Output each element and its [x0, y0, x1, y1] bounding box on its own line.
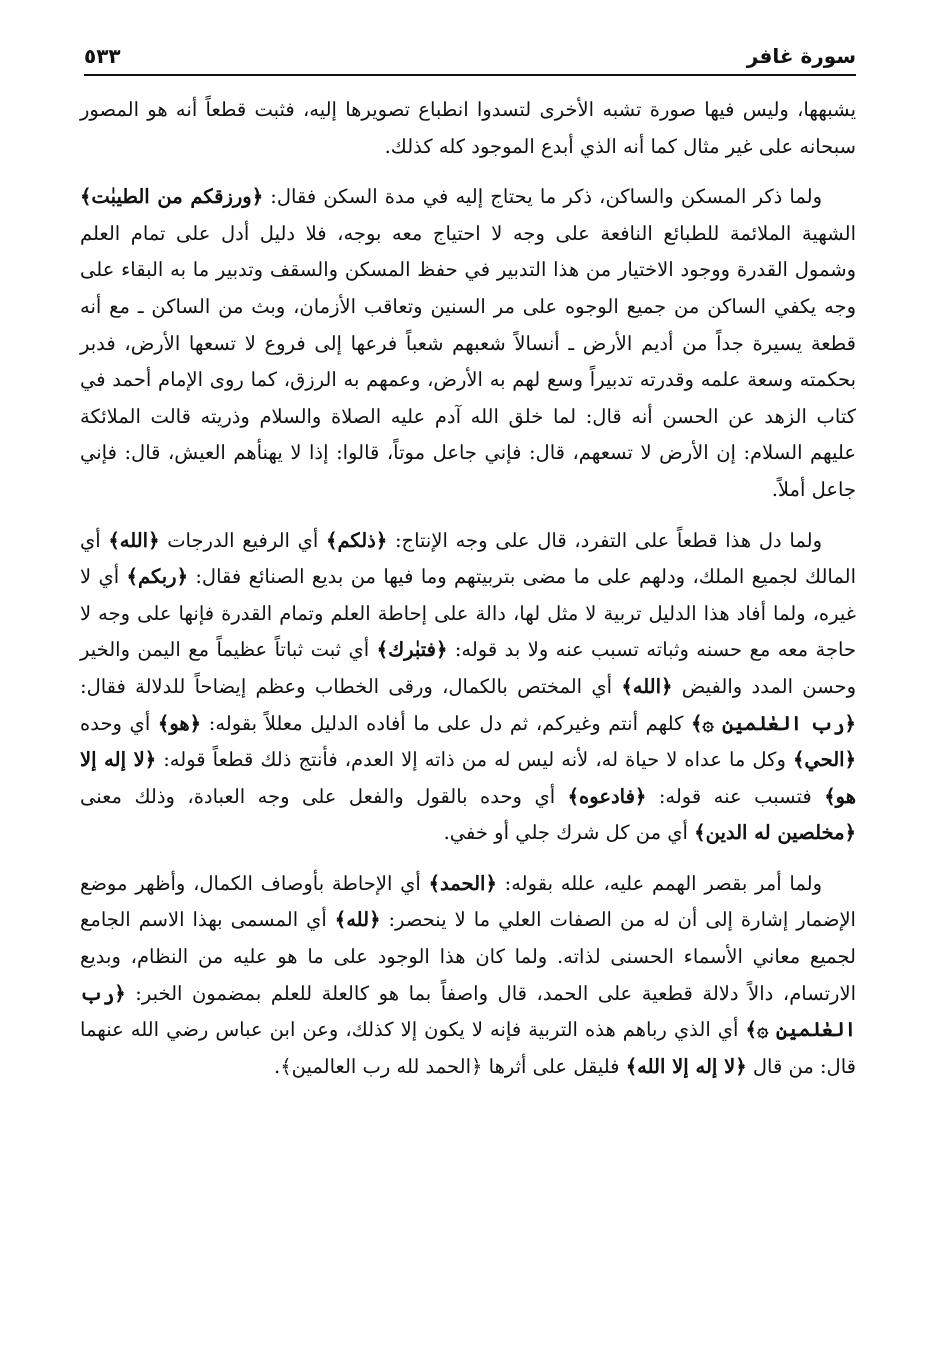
paragraph-text: أي وحده بالقول والفعل على وجه العبادة، وذلك معنى	[80, 784, 568, 808]
quran-quote: ﴿رب العٰلمين ۞﴾	[691, 711, 856, 735]
paragraph	[80, 92, 856, 165]
paragraph-text: .	[274, 1054, 281, 1078]
quran-quote: ﴿الحي﴾	[792, 748, 856, 772]
quran-quote: ﴿لا إله إلا هو﴾	[80, 748, 856, 808]
paragraph-text: أي لا غيره، ولما أفاد هذا الدليل تربية لا مثل لها، دالة على إحاطة العلم وتمام القدرة فإنها على وجه لا حاجة معه مع حسنه وثباته تسبب عنه ولا بد قوله:	[80, 565, 856, 662]
quran-quote: ﴿الله﴾	[621, 674, 673, 698]
paragraph-text: أي الذي رباهم هذه التربية فإنه لا يكون إلا كذلك، وعن ابن عباس رضي الله عنهما قال: من قال	[80, 1018, 856, 1078]
paragraph-text: فتسبب عنه قوله:	[646, 784, 825, 808]
paragraph-text: أي المالك لجميع الملك، ودلهم على ما مضى بتربيتهم وما فيها من بديع الصنائع فقال:	[80, 528, 857, 589]
paragraph-text: يشبهها، وليس فيها صورة تشبه الأخرى لتسدوا انطباع تصويرها إليه، فثبت قطعاً أنه هو المصور سبحانه على غير مثال كما أنه الذي أبدع الموجود كله كذلك.	[80, 98, 856, 158]
quran-quote: ﴿الحمد﴾	[428, 871, 497, 895]
paragraph-text: ولما أمر بقصر الهمم عليه، علله بقوله:	[496, 871, 823, 895]
page-number: ٥٣٣	[84, 44, 121, 68]
paragraph	[80, 866, 856, 1086]
paragraph-text: ﴿الحمد لله رب العالمين﴾	[280, 1054, 483, 1078]
paragraph-text: أي المختص بالكمال، ورقى الخطاب وعظم إيضاحاً للدلالة فقال:	[80, 674, 622, 698]
paragraph-text: كلهم أنتم وغيركم، ثم دل على ما أفاده الدليل معللاً بقوله:	[201, 711, 691, 735]
quran-quote: ﴿لله﴾	[334, 908, 381, 932]
quran-quote: ﴿مخلصين له الدين﴾	[694, 821, 856, 845]
paragraph	[80, 523, 856, 852]
paragraph-text: وكل ما عداه لا حياة له، لأنه ليس له من ذاته إلا العدم، فأنتج ذلك قطعاً قوله:	[156, 748, 793, 772]
quran-quote: ﴿رب العٰلمين ۞﴾	[80, 981, 857, 1042]
paragraph-text: أي وحده	[80, 711, 158, 735]
quran-quote: ﴿ذلكم﴾	[326, 528, 388, 552]
paragraph-text: ولما ذكر المسكن والساكن، ذكر ما يحتاج إليه في مدة السكن فقال:	[263, 185, 822, 209]
paragraph-text: أي الرفيع الدرجات	[159, 528, 327, 552]
paragraph-text: أي المسمى بهذا الاسم الجامع لجميع معاني الأسماء الحسنى لذاته. ولما كان هذا الوجود على ما هو عليه من النظام، وبديع الارتسام، دالاً دلالة قطعية على الحمد، قال واصفاً بما هو كالعلة للعلم بمضمون الخبر:	[80, 908, 856, 1005]
page-header	[84, 36, 856, 76]
paragraph	[80, 179, 856, 508]
quran-quote: ﴿ربكم﴾	[126, 565, 188, 589]
quran-quote: ﴿ورزقكم من الطيبٰت﴾	[80, 185, 264, 209]
quran-quote: ﴿فادعوه﴾	[567, 784, 647, 808]
quran-quote: ﴿لا إله إلا الله﴾	[625, 1054, 747, 1078]
paragraph-text: أي من كل شرك جلي أو خفي.	[443, 821, 695, 845]
paragraph-text: أي ثبت ثباتاً عظيماً مع اليمن والخير وحسن المدد والفيض	[80, 638, 856, 698]
paragraph-text: ولما دل هذا قطعاً على التفرد، قال على وجه الإنتاج:	[387, 528, 822, 552]
surah-name: سورة غافر	[746, 44, 856, 68]
page-body	[80, 92, 856, 1312]
paragraph-text: الشهية الملائمة للطبائع النافعة على وجه لا احتياج معه بوجه، فلا دليل أدل على تمام العلم وشمول القدرة ووجود الاختيار من هذا التدبير في حفظ المسكن والسقف وتدبير ما به البقاء على وجه يكفي الساكن من جميع الوجوه على مر السنين وتعاقب الأزمان، وبث من الساكن ـ مع أنه قطعة يسيرة جداً من أديم الأرض ـ أنسالاً شعبهم شعباً فرعها إلى فروع لا تسعها الأرض، فدبر بحكمته وسعة علمه وقدرته تدبيراً وسع لهم به الأرض، وعمهم به الرزق، كما روى الإمام أحمد في كتاب الزهد عن الحسن أنه قال: لما خلق الله آدم عليه الصلاة والسلام وذريته قالت الملائكة عليهم السلام: إن الأرض لا تسعهم، قال: فإني جاعل موتاً، قالوا: إذا لا يهنأهم العيش، قال: فإني جاعل أملاً.	[80, 221, 856, 501]
quran-quote: ﴿هو﴾	[157, 711, 202, 735]
quran-quote: ﴿فتبٰرك﴾	[376, 638, 448, 662]
quran-quote: ﴿الله﴾	[108, 528, 160, 552]
paragraph-text: فليقل على أثرها	[482, 1054, 626, 1078]
paragraph-text: أي الإحاطة بأوصاف الكمال، وأظهر موضع الإضمار إشارة إلى أن له من الصفات العلي ما لا ينحصر:	[80, 871, 856, 932]
